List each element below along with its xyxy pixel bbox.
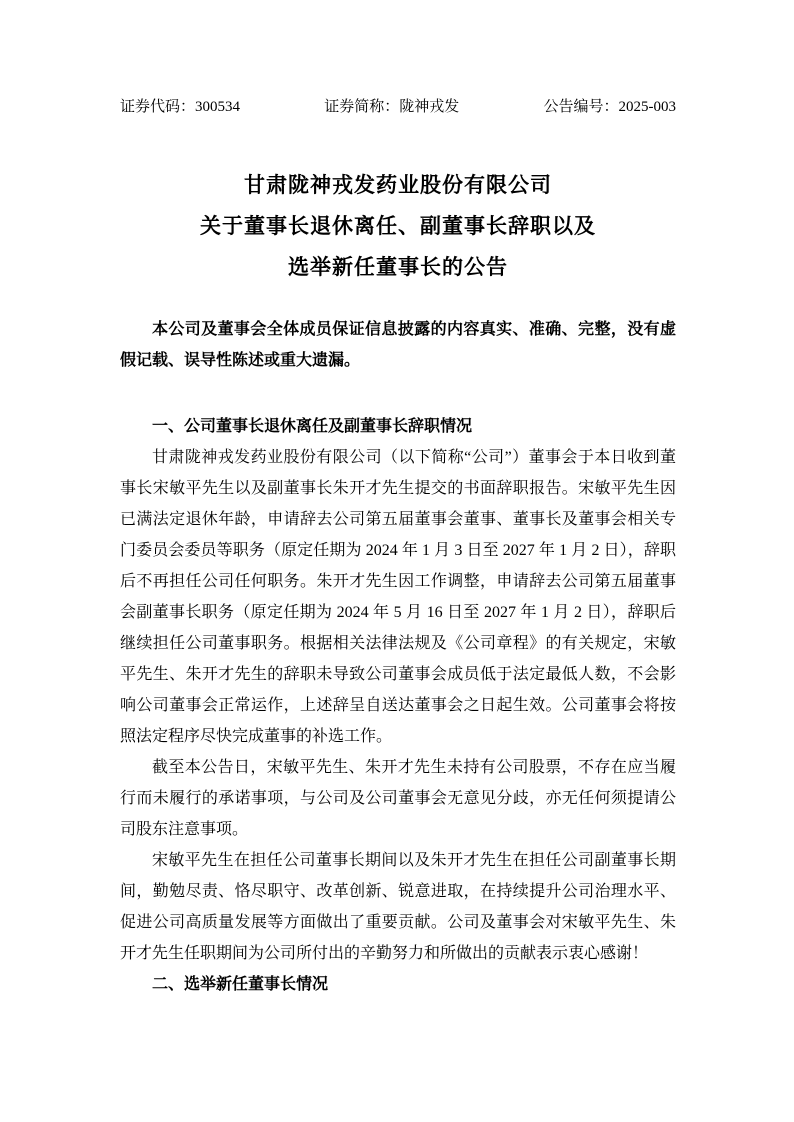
announcement-number-label: 公告编号：2025-003 bbox=[543, 99, 676, 115]
stock-code-label: 证券代码：300534 bbox=[120, 99, 241, 115]
document-title-line-1: 甘肃陇神戎发药业股份有限公司 bbox=[244, 173, 552, 197]
disclaimer-statement: 本公司及董事会全体成员保证信息披露的内容真实、准确、完整，没有虚假记载、误导性陈述或重大遗漏。 bbox=[120, 321, 676, 369]
section-1-paragraph-3: 宋敏平先生在担任公司董事长期间以及朱开才先生在担任公司副董事长期间，勤勉尽责、恪尽职守、改革创新、锐意进取，在持续提升公司治理水平、促进公司高质量发展等方面做出了重要贡献。公司及董事会对宋敏平先生、朱开才先生任职期间为公司所付出的辛勤努力和所做出的贡献表示衷心感谢！ bbox=[120, 852, 676, 962]
section-heading-2: 二、选举新任董事长情况 bbox=[152, 976, 329, 993]
section-1-paragraph-1: 甘肃陇神戎发药业股份有限公司（以下简称“公司”）董事会于本日收到董事长宋敏平先生以及副董事长朱开才先生提交的书面辞职报告。宋敏平先生因已满法定退休年龄，申请辞去公司第五届董事会董事、董事长及董事会相关专门委员会委员等职务（原定任期为 2024 年 1 月 3 日至 2027 年 1 月 2 日），辞职后不再担任公司任何职务。朱开才先生因工作调整，申请辞去公司第五届董事会副董事长职务（原定任期为 2024 年 5 月 16 日至 2027 年 1 月 2 日），辞职后继续担任公司董事职务。根据相关法律法规及《公司章程》的有关规定，宋敏平先生、朱开才先生的辞职未导致公司董事会成员低于法定最低人数，不会影响公司董事会正常运作，上述辞呈自送达董事会之日起生效。公司董事会将按照法定程序尽快完成董事的补选工作。 bbox=[120, 449, 676, 745]
stock-name-label: 证券简称：陇神戎发 bbox=[324, 99, 460, 115]
document-title-line-2: 关于董事长退休离任、副董事长辞职以及 bbox=[200, 214, 596, 238]
section-1-paragraph-2: 截至本公告日，宋敏平先生、朱开才先生未持有公司股票，不存在应当履行而未履行的承诺事项，与公司及公司董事会无意见分歧，亦无任何须提请公司股东注意事项。 bbox=[120, 759, 676, 838]
document-title bbox=[120, 165, 676, 288]
section-heading-1: 一、公司董事长退休离任及副董事长辞职情况 bbox=[152, 418, 473, 435]
document-header bbox=[120, 96, 676, 118]
document-title-line-3: 选举新任董事长的公告 bbox=[288, 255, 508, 279]
